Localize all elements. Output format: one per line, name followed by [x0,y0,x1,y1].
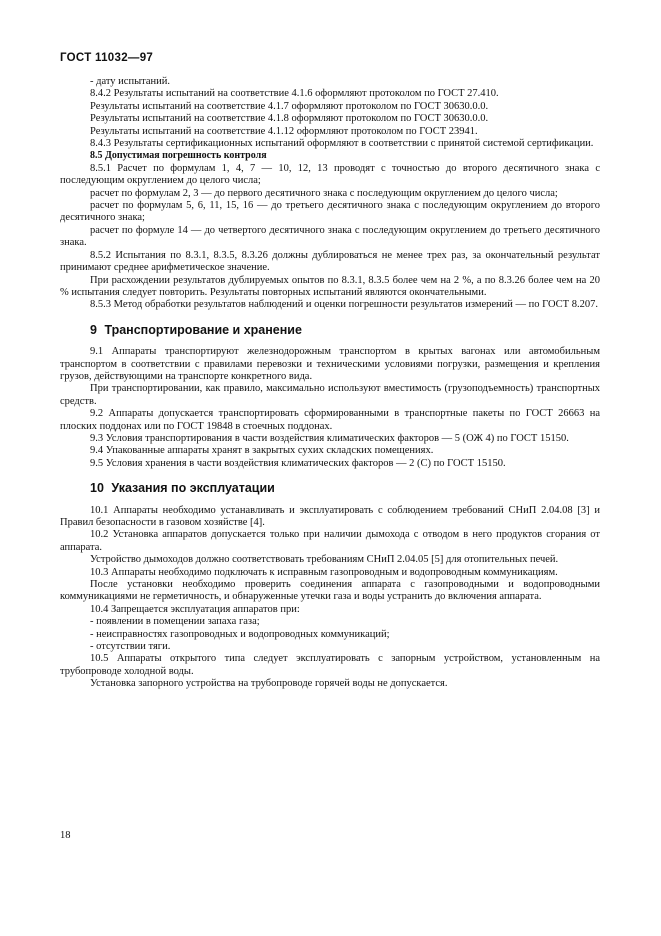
section-number: 9 [90,322,97,337]
paragraph: 9.4 Упакованные аппараты хранят в закрытых сухих складских помещениях. [90,445,434,457]
section-heading-9 [60,324,600,336]
paragraph: 8.5.3 Метод обработки результатов наблюдений и оценки погрешности результатов измерений — по ГОСТ 8.207. [90,299,598,311]
paragraph: Устройство дымоходов должно соответствовать требованиям СНиП 2.04.05 [5] для отопительных печей. [90,554,559,566]
paragraph: 9.2 Аппараты допускается транспортировать сформированными в транспортные пакеты по ГОСТ 26663 на плоских поддонах или по ГОСТ 19848 в стоечных поддонах. [60,408,600,432]
paragraph: 8.5.1 Расчет по формулам 1, 4, 7 — 10, 12, 13 проводят с точностью до второго десятичного знака с последующим округлением до целого числа; [60,162,600,187]
paragraph: После установки необходимо проверить соединения аппарата с газопроводными и водопроводными коммуникациями не герметичность, и обнаруженные утечки газа и воды устранить до включения аппарата. [60,579,600,603]
paragraph: 8.4.3 Результаты сертификационных испытаний оформляют в соответствии с принятой системой сертификации. [90,138,594,150]
paragraph: Результаты испытаний на соответствие 4.1.7 оформляют протоколом по ГОСТ 30630.0.0. [90,100,489,112]
paragraph: Результаты испытаний на соответствие 4.1.8 оформляют протоколом по ГОСТ 30630.0.0. [90,113,489,125]
paragraph: расчет по формуле 14 — до четвертого десятичного знака с последующим округлением до третьего десятичного знака. [60,224,600,249]
paragraph: При расхождении результатов дублируемых опытов по 8.3.1, 8.3.5 более чем на 2 %, а по 8.3.26 более чем на 20 % испытания следует повторить. Результаты повторных испытаний являются окончательными. [60,274,600,298]
paragraph: расчет по формулам 2, 3 — до первого десятичного знака с последующим округлением до целого числа; [90,187,558,199]
paragraph: 10.4 Запрещается эксплуатация аппаратов при: [90,603,300,615]
paragraph: - дату испытаний. [90,76,170,87]
section-title: Указания по эксплуатации [111,481,275,496]
list-item: - неисправностях газопроводных и водопроводных коммуникаций; [90,628,390,640]
list-item: - появлении в помещении запаха газа; [90,616,260,628]
paragraph: При транспортировании, как правило, максимально используют вместимость (грузоподъемность) транспортных средств. [60,383,600,407]
paragraph: 10.3 Аппараты необходимо подключать к исправным газопроводным и водопроводным коммуникациям. [90,566,558,578]
paragraph: 10.2 Установка аппаратов допускается только при наличии дымохода с отводом в него продуктов сгорания от аппарата. [60,529,600,553]
paragraph: 8.4.2 Результаты испытаний на соответствие 4.1.6 оформляют протоколом по ГОСТ 27.410. [90,88,499,100]
page-header: ГОСТ 11032—97 [60,52,154,64]
page-content [60,76,600,691]
section-heading-10 [60,482,600,494]
paragraph: 9.1 Аппараты транспортируют железнодорожным транспортом в крытых вагонах или автомобильным транспортом в соответствии с правилами перевозки и техническими условиями погрузки, размещения и крепления грузов, действующими на транспорте конкретного вида. [60,346,600,382]
paragraph: 9.3 Условия транспортирования в части воздействия климатических факторов — 5 (ОЖ 4) по ГОСТ 15150. [90,432,569,444]
section-number: 10 [90,481,104,496]
section-title: Транспортирование и хранение [104,322,302,337]
page-number: 18 [60,830,71,841]
paragraph: 10.5 Аппараты открытого типа следует эксплуатировать с запорным устройством, установленным на трубопроводе холодной воды. [60,653,600,677]
paragraph: 8.5.2 Испытания по 8.3.1, 8.3.5, 8.3.26 должны дублироваться не менее трех раз, за окончательный результат принимают среднее арифметическое значение. [60,249,600,274]
paragraph: 10.1 Аппараты необходимо устанавливать и эксплуатировать с соблюдением требований СНиП 2.04.08 [3] и Правил безопасности в газовом хозяйстве [4]. [60,504,600,528]
paragraph: 9.5 Условия хранения в части воздействия климатических факторов — 2 (С) по ГОСТ 15150. [90,457,506,469]
paragraph: Установка запорного устройства на трубопроводе горячей воды не допускается. [90,678,448,690]
subsection-heading: 8.5 Допустимая погрешность контроля [90,150,267,162]
paragraph: Результаты испытаний на соответствие 4.1.12 оформляют протоколом по ГОСТ 23941. [90,125,478,137]
list-item: - отсутствии тяги. [90,641,171,653]
paragraph: расчет по формулам 5, 6, 11, 15, 16 — до третьего десятичного знака с последующим округлением до второго десятичного знака; [60,200,600,224]
